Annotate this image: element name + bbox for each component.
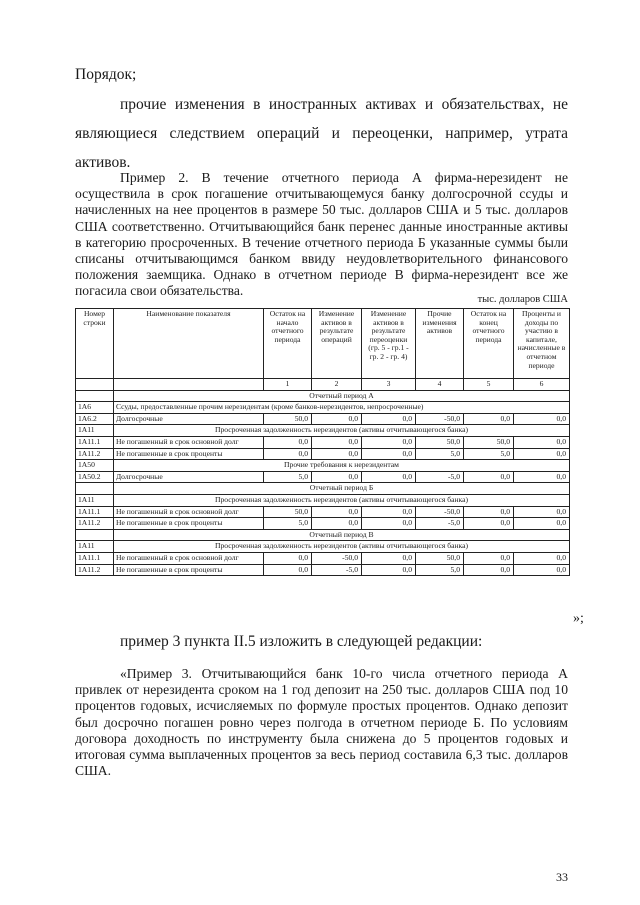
cell-row-code: 1А11.2 [76, 448, 114, 460]
cell-value-col-3: 0,0 [362, 471, 416, 483]
cell-row-code: 1А6 [76, 402, 114, 414]
cell-indicator-name: Не погашенные в срок проценты [114, 518, 264, 530]
cell-indicator-name: Не погашенный в срок основной долг [114, 552, 264, 564]
cell-value-col-5: 5,0 [464, 448, 514, 460]
cell-value-col-5: 0,0 [464, 471, 514, 483]
cell-value-col-3: 0,0 [362, 552, 416, 564]
header-change-operations: Изменение активов в результате операций [312, 309, 362, 379]
cell-value-col-6: 0,0 [514, 448, 570, 460]
cell-value-col-1: 0,0 [264, 552, 312, 564]
cell-row-code: 1А11 [76, 425, 114, 437]
cell-value-col-1: 0,0 [264, 436, 312, 448]
cell-row-code [76, 390, 114, 402]
cell-row-code: 1А50.2 [76, 471, 114, 483]
table-row [76, 506, 570, 518]
group-title: Просроченная задолженность нерезидентов (активы отчитывающегося банка) [114, 541, 570, 553]
cell-value-col-6: 0,0 [514, 518, 570, 530]
cell-value-col-2: -50,0 [312, 552, 362, 564]
cell-value-col-1: 50,0 [264, 506, 312, 518]
example-2-table [75, 308, 570, 576]
table-row [76, 460, 570, 472]
colnum-blank [114, 379, 264, 391]
cell-value-col-1: 5,0 [264, 471, 312, 483]
paragraph-other-changes-line3: активов. [75, 154, 131, 171]
cell-row-code: 1А6.2 [76, 413, 114, 425]
group-title: Ссуды, предоставленные прочим нерезидентам (кроме банков-нерезидентов, непросроченные) [114, 402, 570, 414]
table-row [76, 471, 570, 483]
cell-value-col-3: 0,0 [362, 413, 416, 425]
example-3-heading: пример 3 пункта II.5 изложить в следующей редакции: [120, 633, 483, 650]
cell-value-col-2: 0,0 [312, 413, 362, 425]
colnum-1: 1 [264, 379, 312, 391]
cell-row-code: 1А11.2 [76, 564, 114, 576]
table-row [76, 483, 570, 495]
table-row [76, 529, 570, 541]
cell-value-col-5: 0,0 [464, 564, 514, 576]
cell-value-col-4: -50,0 [416, 506, 464, 518]
group-title: Просроченная задолженность нерезидентов (активы отчитывающегося банка) [114, 494, 570, 506]
colnum-5: 5 [464, 379, 514, 391]
group-title: Прочие требования к нерезидентам [114, 460, 570, 472]
cell-value-col-6: 0,0 [514, 564, 570, 576]
cell-indicator-name: Не погашенный в срок основной долг [114, 506, 264, 518]
table-unit-caption: тыс. долларов США [477, 294, 568, 305]
cell-value-col-4: 5,0 [416, 448, 464, 460]
page-number: 33 [556, 870, 568, 884]
cell-indicator-name: Не погашенные в срок проценты [114, 448, 264, 460]
cell-value-col-2: 0,0 [312, 506, 362, 518]
cell-value-col-4: -5,0 [416, 471, 464, 483]
colnum-3: 3 [362, 379, 416, 391]
header-row-number: Номер строки [76, 309, 114, 379]
cell-value-col-2: 0,0 [312, 448, 362, 460]
cell-value-col-1: 0,0 [264, 564, 312, 576]
header-interest-income: Проценты и доходы по участию в капитале, начисленные в отчетном периоде [514, 309, 570, 379]
closing-quote-mark: »; [573, 611, 584, 626]
cell-row-code: 1А11 [76, 494, 114, 506]
cell-row-code: 1А11.1 [76, 436, 114, 448]
cell-value-col-4: 50,0 [416, 436, 464, 448]
colnum-4: 4 [416, 379, 464, 391]
section-title: Отчетный период Б [114, 483, 570, 495]
paragraph-order: Порядок; [75, 66, 137, 83]
cell-row-code [76, 483, 114, 495]
cell-row-code: 1А11.1 [76, 552, 114, 564]
cell-indicator-name: Не погашенные в срок проценты [114, 564, 264, 576]
cell-value-col-5: 0,0 [464, 413, 514, 425]
cell-row-code [76, 529, 114, 541]
table-row [76, 436, 570, 448]
cell-value-col-4: 5,0 [416, 564, 464, 576]
cell-value-col-2: -5,0 [312, 564, 362, 576]
cell-value-col-2: 0,0 [312, 471, 362, 483]
cell-value-col-3: 0,0 [362, 506, 416, 518]
table-row [76, 425, 570, 437]
example-2-paragraph: Пример 2. В течение отчетного периода А фирма-нерезидент не осуществила в срок погашение отчитывающемуся банку долгосрочной ссуды и начисленных на нее процентов в размере 50 тыс. долларов США и 5 тыс. долларов США соответственно. Отчитывающийся банк перенес данные иностранные активы в категорию просроченных. В течение отчетного периода Б указанные суммы были списаны отчитывающимся банком ввиду неудовлетворительного финансового положения заемщика. Однако в отчетном периоде В фирма-нерезидент все же погасила свои обязательства. [75, 170, 568, 299]
cell-value-col-4: -5,0 [416, 518, 464, 530]
cell-value-col-6: 0,0 [514, 471, 570, 483]
cell-value-col-5: 50,0 [464, 436, 514, 448]
cell-row-code: 1А11 [76, 541, 114, 553]
group-title: Просроченная задолженность нерезидентов (активы отчитывающегося банка) [114, 425, 570, 437]
colnum-blank [76, 379, 114, 391]
section-title: Отчетный период В [114, 529, 570, 541]
cell-value-col-5: 0,0 [464, 552, 514, 564]
cell-value-col-6: 0,0 [514, 413, 570, 425]
cell-row-code: 1А11.1 [76, 506, 114, 518]
table-row [76, 494, 570, 506]
table-row [76, 564, 570, 576]
cell-value-col-2: 0,0 [312, 436, 362, 448]
header-indicator-name: Наименование показателя [114, 309, 264, 379]
table-row [76, 552, 570, 564]
cell-indicator-name: Долгосрочные [114, 413, 264, 425]
cell-value-col-1: 5,0 [264, 518, 312, 530]
cell-row-code: 1А50 [76, 460, 114, 472]
header-closing-balance: Остаток на конец отчетного периода [464, 309, 514, 379]
header-opening-balance: Остаток на начало отчетного периода [264, 309, 312, 379]
colnum-6: 6 [514, 379, 570, 391]
header-change-revaluation: Изменение активов в результате переоценки (гр. 5 - гр.1 - гр. 2 - гр. 4) [362, 309, 416, 379]
table-row [76, 448, 570, 460]
table-row [76, 413, 570, 425]
cell-value-col-5: 0,0 [464, 506, 514, 518]
colnum-2: 2 [312, 379, 362, 391]
cell-row-code: 1А11.2 [76, 518, 114, 530]
cell-indicator-name: Не погашенный в срок основной долг [114, 436, 264, 448]
paragraph-other-changes-line1: прочие изменения в иностранных активах и обязательствах, не [120, 96, 568, 113]
table-row [76, 541, 570, 553]
paragraph-other-changes-line2: являющиеся следствием операций и переоценки, например, утрата [75, 125, 568, 142]
cell-value-col-6: 0,0 [514, 552, 570, 564]
cell-value-col-6: 0,0 [514, 506, 570, 518]
cell-value-col-4: 50,0 [416, 552, 464, 564]
header-other-changes: Прочие изменения активов [416, 309, 464, 379]
cell-value-col-6: 0,0 [514, 436, 570, 448]
cell-value-col-4: -50,0 [416, 413, 464, 425]
table-row [76, 390, 570, 402]
cell-value-col-3: 0,0 [362, 436, 416, 448]
table-row [76, 402, 570, 414]
cell-value-col-1: 0,0 [264, 448, 312, 460]
cell-value-col-2: 0,0 [312, 518, 362, 530]
cell-indicator-name: Долгосрочные [114, 471, 264, 483]
section-title: Отчетный период А [114, 390, 570, 402]
table-row [76, 518, 570, 530]
cell-value-col-1: 50,0 [264, 413, 312, 425]
cell-value-col-3: 0,0 [362, 448, 416, 460]
cell-value-col-3: 0,0 [362, 564, 416, 576]
example-3-paragraph: «Пример 3. Отчитывающийся банк 10-го числа отчетного периода А привлек от нерезидента сроком на 1 год депозит на 250 тыс. долларов США под 10 процентов годовых, исчисляемых по формуле простых процентов. Однако депозит был досрочно погашен ровно через полгода в отчетном периоде Б. По условиям договора доходность по инструменту была снижена до 5 процентов годовых и итоговая сумма выплаченных процентов за весь период составила 6,3 тыс. долларов США. [75, 666, 568, 779]
cell-value-col-3: 0,0 [362, 518, 416, 530]
cell-value-col-5: 0,0 [464, 518, 514, 530]
